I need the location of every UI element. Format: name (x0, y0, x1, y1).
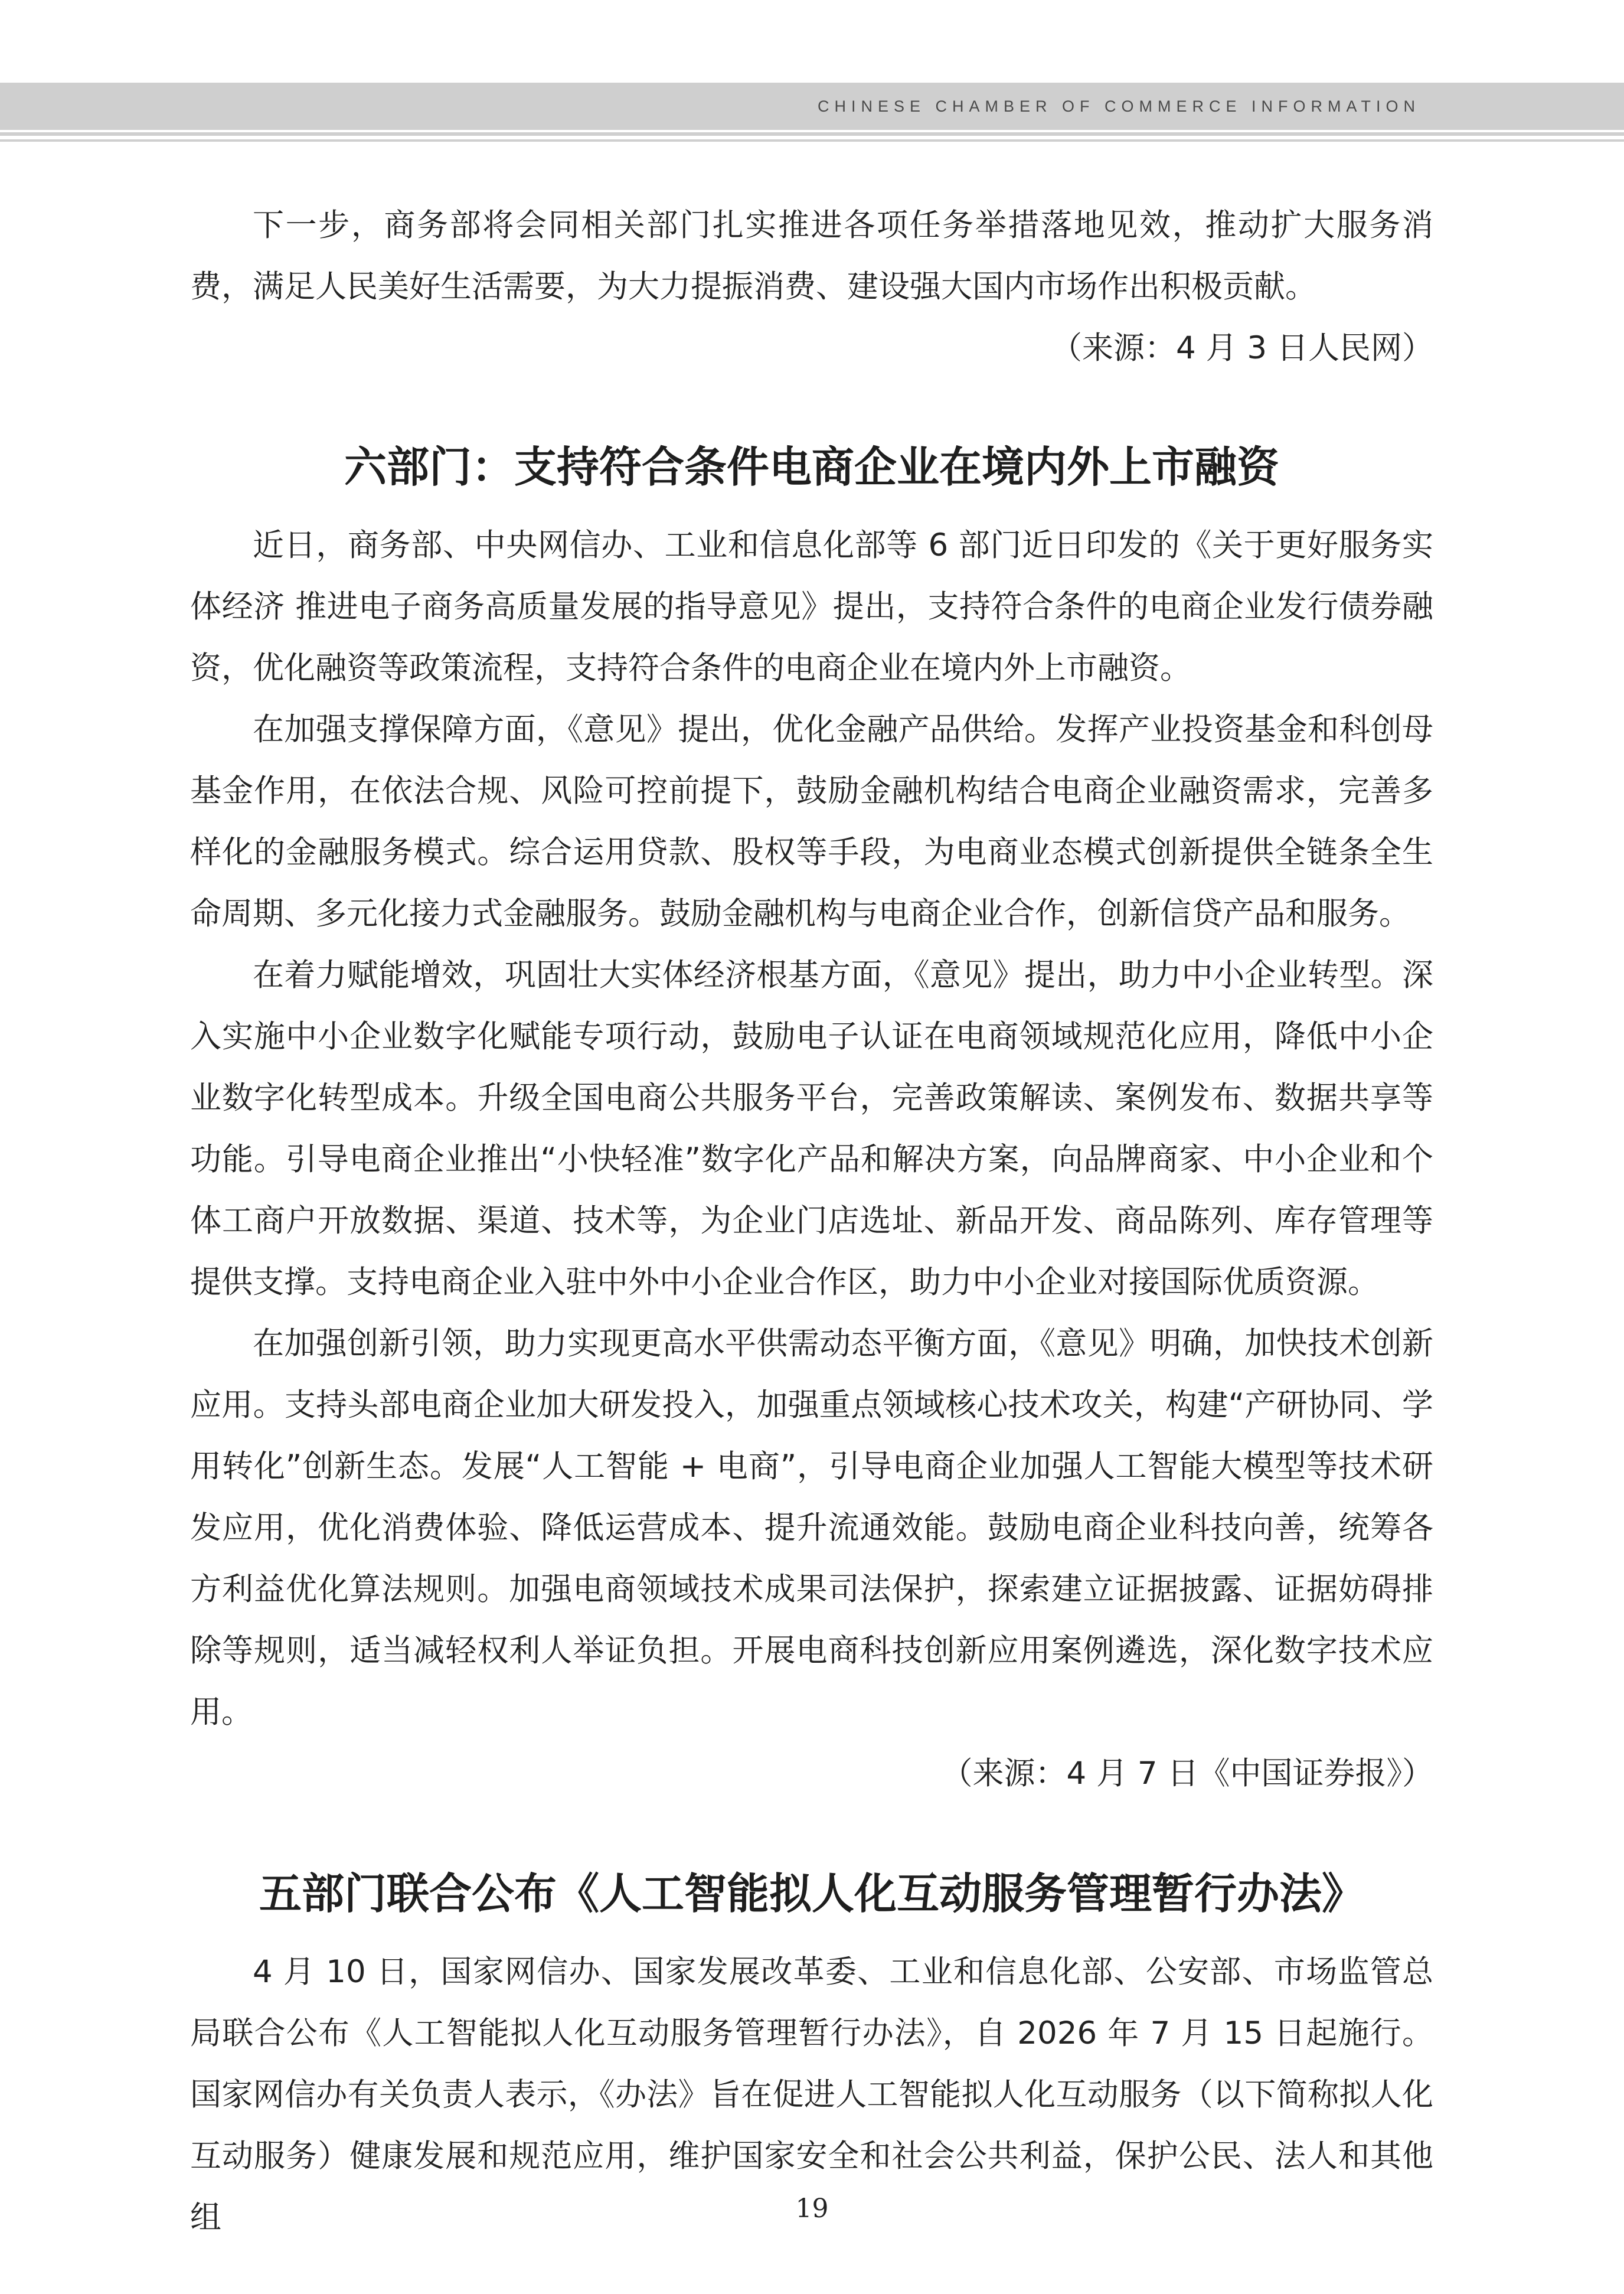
article-title: 五部门联合公布《人工智能拟人化互动服务管理暂行办法》 (259, 1869, 1364, 1918)
page-content (190, 195, 1433, 2249)
header-rule (0, 132, 1624, 136)
article-ecommerce-financing (190, 435, 1433, 1804)
paragraph: 下一步，商务部将会同相关部门扎实推进各项任务举措落地见效，推动扩大服务消费，满足人民美好生活需要，为大力提振消费、建设强大国内市场作出积极贡献。 (190, 207, 1433, 305)
header-rule-thin (0, 139, 1624, 142)
page-number: 19 (795, 2194, 829, 2224)
paragraph: 在加强创新引领，助力实现更高水平供需动态平衡方面，《意见》明确，加快技术创新应用。支持头部电商企业加大研发投入，加强重点领域核心技术攻关，构建“产研协同、学用转化”创新生态。发展“人工智能 + 电商”，引导电商企业加强人工智能大模型等技术研发应用，优化消费体验、降低运营成本、提升流通效能。鼓励电商企业科技向善，统筹各方利益优化算法规则。加强电商领域技术成果司法保护，探索建立证据披露、证据妨碍排除等规则，适当减轻权利人举证负担。开展电商科技创新应用案例遴选，深化数字技术应用。 (190, 1326, 1433, 1730)
source-note: （来源：4 月 3 日人民网） (1051, 330, 1433, 366)
paragraph: 在着力赋能增效，巩固壮大实体经济根基方面，《意见》提出，助力中小企业转型。深入实施中小企业数字化赋能专项行动，鼓励电子认证在电商领域规范化应用，降低中小企业数字化转型成本。升级全国电商公共服务平台，完善政策解读、案例发布、数据共享等功能。引导电商企业推出“小快轻准”数字化产品和解决方案，向品牌商家、中小企业和个体工商户开放数据、渠道、技术等，为企业门店选址、新品开发、商品陈列、库存管理等提供支撑。支持电商企业入驻中外中小企业合作区，助力中小企业对接国际优质资源。 (190, 957, 1433, 1300)
paragraph: 近日，商务部、中央网信办、工业和信息化部等 6 部门近日印发的《关于更好服务实体经济 推进电子商务高质量发展的指导意见》提出，支持符合条件的电商企业发行债券融资，优化融资等政策流程，支持符合条件的电商企业在境内外上市融资。 (190, 527, 1433, 686)
article-title: 六部门：支持符合条件电商企业在境内外上市融资 (344, 442, 1279, 492)
running-title: CHINESE CHAMBER OF COMMERCE INFORMATION (817, 97, 1420, 115)
paragraph: 在加强支撑保障方面，《意见》提出，优化金融产品供给。发挥产业投资基金和科创母基金作用，在依法合规、风险可控前提下，鼓励金融机构结合电商企业融资需求，完善多样化的金融服务模式。综合运用贷款、股权等手段，为电商业态模式创新提供全链条全生命周期、多元化接力式金融服务。鼓励金融机构与电商企业合作，创新信贷产品和服务。 (190, 712, 1433, 932)
article-ai-anthropomorphic-rules (190, 1861, 1433, 2249)
source-note: （来源：4 月 7 日《中国证券报》） (941, 1755, 1433, 1792)
article-continuation (190, 195, 1433, 379)
paragraph: 4 月 10 日，国家网信办、国家发展改革委、工业和信息化部、公安部、市场监管总局联合公布《人工智能拟人化互动服务管理暂行办法》，自 2026 年 7 月 15 日起施行。国家网信办有关负责人表示，《办法》旨在促进人工智能拟人化互动服务（以下简称拟人化互动服务）健康发展和规范应用，维护国家安全和社会公共利益，保护公民、法人和其他组 (190, 1954, 1433, 2236)
